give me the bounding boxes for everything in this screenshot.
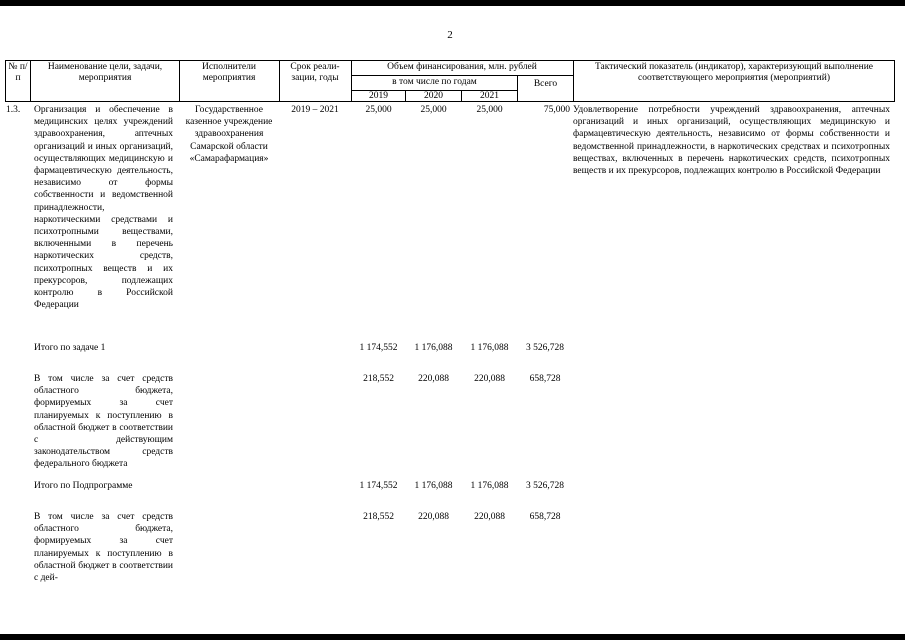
header-indicator: Тактический показатель (индикатор), характеризующий выполнение соответствующего мероприятия (мероприятий) bbox=[594, 62, 874, 83]
task-total-2019: 1 174,552 bbox=[359, 343, 398, 353]
row-1-3-total: 75,000 bbox=[543, 105, 570, 115]
row-1-3-2021: 25,000 bbox=[476, 105, 503, 115]
top-border bbox=[0, 0, 905, 6]
header-executor: Исполнители мероприятия bbox=[202, 62, 256, 83]
header-name: Наименование цели, задачи, мероприятия bbox=[47, 62, 163, 83]
task-total-label: Итого по задаче 1 bbox=[34, 343, 106, 353]
header-year-2021: 2021 bbox=[480, 91, 499, 101]
header-total: Всего bbox=[533, 79, 558, 89]
bottom-border bbox=[0, 634, 905, 640]
header-by-years: в том числе по годам bbox=[392, 77, 477, 87]
row-1-3-term: 2019 – 2021 bbox=[291, 105, 339, 115]
col-line-1 bbox=[30, 60, 31, 102]
task-total-2021: 1 176,088 bbox=[470, 343, 509, 353]
task-federal-2019: 218,552 bbox=[363, 374, 394, 384]
finance-sub-rule bbox=[351, 75, 573, 76]
subprogram-total-label: Итого по Подпрограмме bbox=[34, 481, 133, 491]
subprogram-federal-2021: 220,088 bbox=[474, 512, 505, 522]
col-line-8 bbox=[573, 60, 574, 102]
subprogram-total-2021: 1 176,088 bbox=[470, 481, 509, 491]
task-total-2020: 1 176,088 bbox=[414, 343, 453, 353]
col-line-3 bbox=[279, 60, 280, 102]
subprogram-federal-label: В том числе за счет средств областного бюджета, формируемых за счет планируемых к поступлению в областной бюджет в соответствии с дей- bbox=[34, 512, 173, 584]
task-total-all: 3 526,728 bbox=[526, 343, 564, 353]
row-1-3-indicator: Удовлетворение потребности учреждений здравоохранения, аптечных организаций и иных организаций, осуществляющих медицинскую и фармацевтическую деятельность, независимо от формы собственности и ведомственной принадлежности, в наркотических средствах и психотропных веществах, включенных в перечень наркотических средств, психотропных веществ и их прекурсоров, подлежащих контролю в Российской Федерации bbox=[573, 105, 890, 177]
col-line-9 bbox=[894, 60, 895, 102]
header-year-2019: 2019 bbox=[369, 91, 388, 101]
row-1-3-executor: Государственное казенное учреждение здравоохранения Самарской области «Самарафармация» bbox=[185, 105, 273, 164]
task-federal-label: В том числе за счет средств областного бюджета, формируемых за счет планируемых к поступлению в областной бюджет в соответствии с действующим законодательством средств федерального бюджета bbox=[34, 374, 173, 470]
row-1-3-2019: 25,000 bbox=[365, 105, 392, 115]
task-federal-total: 658,728 bbox=[529, 374, 561, 384]
row-1-3-name: Организация и обеспечение в медицинских целях учреждений здравоохранения, аптечных организаций и иных организаций, осуществляющих медицинскую и фармацевтическую деятельность, независимо от формы собственности и ведомственной принадлежности, наркотическими средствами и психотропными веществами, включенными в перечень наркотических средств, психотропных веществ и их прекурсоров, подлежащих контролю в Российской Федерации bbox=[34, 105, 173, 311]
subprogram-total-2019: 1 174,552 bbox=[359, 481, 398, 491]
header-num: № п/п bbox=[8, 62, 28, 83]
row-1-3-2020: 25,000 bbox=[420, 105, 447, 115]
header-finance: Объем финансирования, млн. рублей bbox=[387, 62, 537, 72]
header-rule-top bbox=[5, 60, 894, 61]
task-federal-2020: 220,088 bbox=[418, 374, 449, 384]
subprogram-total-2020: 1 176,088 bbox=[414, 481, 453, 491]
header-term: Срок реали-зации, годы bbox=[290, 62, 340, 83]
subprogram-federal-2019: 218,552 bbox=[363, 512, 394, 522]
page-number: 2 bbox=[447, 29, 453, 41]
header-year-2020: 2020 bbox=[424, 91, 443, 101]
row-1-3-number: 1.3. bbox=[6, 105, 21, 115]
subprogram-federal-total: 658,728 bbox=[529, 512, 561, 522]
subprogram-federal-2020: 220,088 bbox=[418, 512, 449, 522]
subprogram-total-all: 3 526,728 bbox=[526, 481, 564, 491]
task-federal-2021: 220,088 bbox=[474, 374, 505, 384]
col-line-2 bbox=[179, 60, 180, 102]
